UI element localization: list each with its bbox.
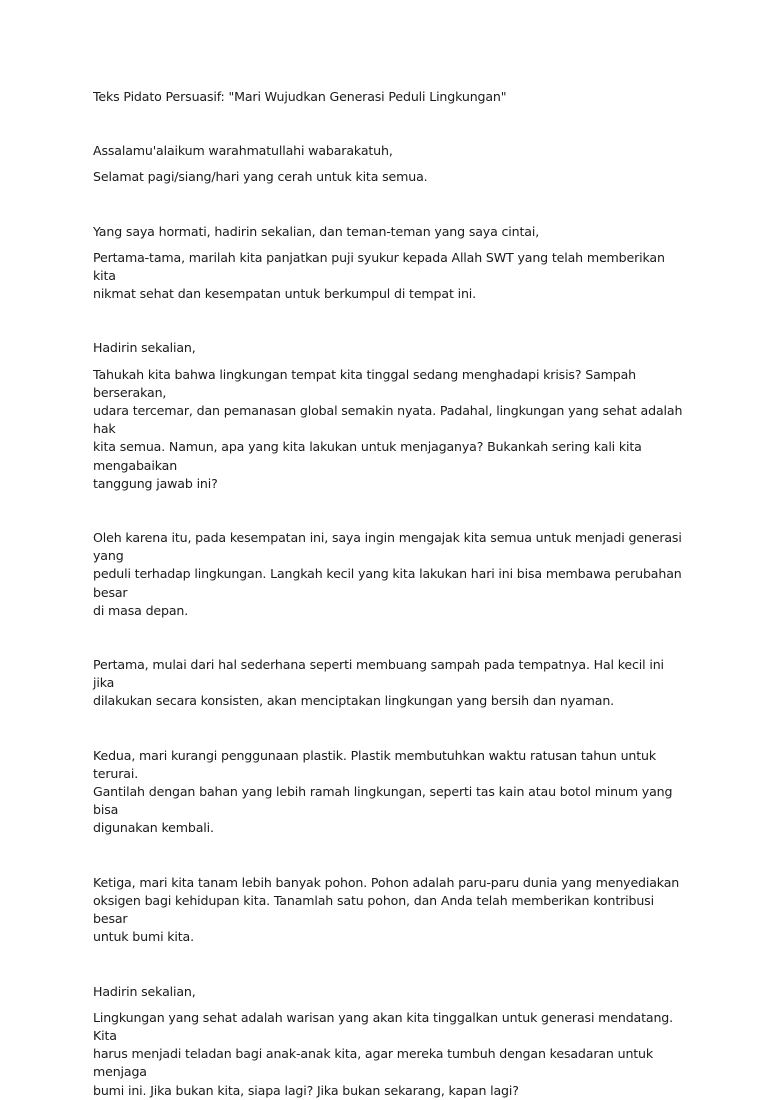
speech-text-body bbox=[93, 88, 683, 1100]
islamic-greeting: Assalamu'alaikum warahmatullahi wabarakatuh, bbox=[93, 143, 393, 159]
audience-address: Hadirin sekalian, bbox=[93, 340, 196, 356]
invitation-paragraph: Oleh karena itu, pada kesempatan ini, saya ingin mengajak kita semua untuk menjadi generasi yang peduli terhadap lingkungan. Langkah kecil yang kita lakukan hari ini bisa membawa perubahan besar di masa depan. bbox=[93, 530, 682, 618]
gratitude-paragraph: Pertama-tama, marilah kita panjatkan puji syukur kepada Allah SWT yang telah memberikan kita nikmat sehat dan kesempatan untuk berkumpul di tempat ini. bbox=[93, 249, 665, 302]
problem-paragraph: Tahukah kita bahwa lingkungan tempat kita tinggal sedang menghadapi krisis? Sampah berserakan, udara tercemar, dan pemanasan global semakin nyata. Padahal, lingkungan yang sehat adalah hak kita semua. Namun, apa yang kita lakukan untuk menjaganya? Bukankah sering kali kita mengabaikan tanggung jawab ini? bbox=[93, 366, 683, 491]
second-point-paragraph: Kedua, mari kurangi penggunaan plastik. Plastik membutuhkan waktu ratusan tahun untuk terurai. Gantilah dengan bahan yang lebih ramah lingkungan, seperti tas kain atau botol minum yang bisa digunakan kembali. bbox=[93, 747, 673, 836]
opening-greeting: Selamat pagi/siang/hari yang cerah untuk kita semua. bbox=[93, 169, 428, 185]
third-point-paragraph: Ketiga, mari kita tanam lebih banyak pohon. Pohon adalah paru-paru dunia yang menyediakan oksigen bagi kehidupan kita. Tanamlah satu pohon, dan Anda telah memberikan kontribusi besar untuk bumi kita. bbox=[93, 874, 680, 945]
audience-address-closing: Hadirin sekalian, bbox=[93, 983, 196, 999]
closing-paragraph: Lingkungan yang sehat adalah warisan yang akan kita tinggalkan untuk generasi mendatang. Kita harus menjadi teladan bagi anak-anak kita, agar mereka tumbuh dengan kesadaran untuk menjaga bumi ini. Jika bukan kita, siapa lagi? Jika bukan sekarang, kapan lagi? bbox=[93, 1009, 673, 1098]
speech-title: Teks Pidato Persuasif: "Mari Wujudkan Generasi Peduli Lingkungan" bbox=[93, 89, 507, 104]
salutation-paragraph: Yang saya hormati, hadirin sekalian, dan teman-teman yang saya cintai, bbox=[93, 223, 540, 239]
first-point-paragraph: Pertama, mulai dari hal sederhana seperti membuang sampah pada tempatnya. Hal kecil ini jika dilakukan secara konsisten, akan menciptakan lingkungan yang bersih dan nyaman. bbox=[93, 657, 664, 709]
